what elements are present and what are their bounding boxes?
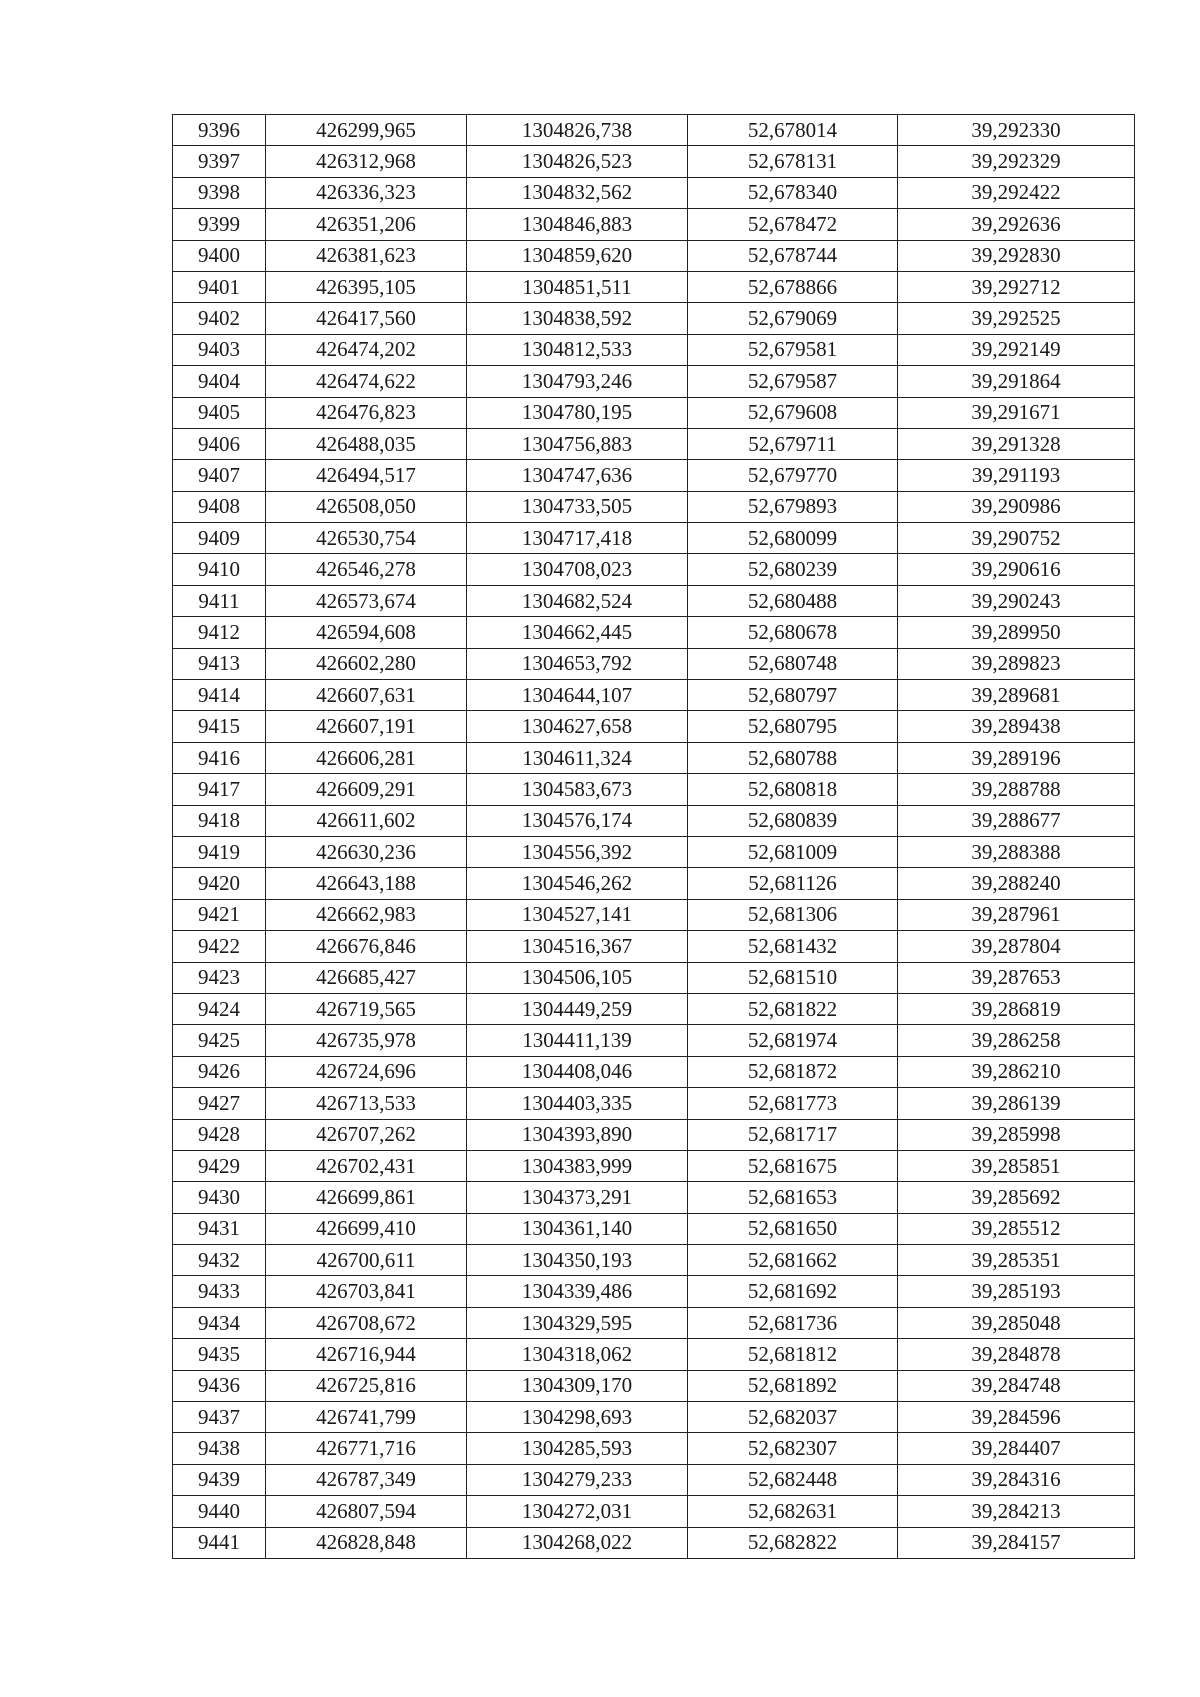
point-number-cell: 9421: [173, 899, 266, 930]
table-row: [173, 1213, 1135, 1244]
latitude-cell: 52,680678: [688, 617, 898, 648]
y-coordinate-cell: 1304653,792: [467, 648, 688, 679]
latitude-cell: 52,681822: [688, 993, 898, 1024]
table-row: [173, 1402, 1135, 1433]
y-coordinate-cell: 1304682,524: [467, 585, 688, 616]
y-coordinate-cell: 1304309,170: [467, 1370, 688, 1401]
x-coordinate-cell: 426336,323: [266, 177, 467, 208]
table-row: [173, 805, 1135, 836]
x-coordinate-cell: 426573,674: [266, 585, 467, 616]
point-number-cell: 9440: [173, 1496, 266, 1527]
longitude-cell: 39,290986: [898, 491, 1135, 522]
latitude-cell: 52,679608: [688, 397, 898, 428]
x-coordinate-cell: 426476,823: [266, 397, 467, 428]
table-row: [173, 209, 1135, 240]
latitude-cell: 52,681510: [688, 962, 898, 993]
latitude-cell: 52,680099: [688, 523, 898, 554]
point-number-cell: 9424: [173, 993, 266, 1024]
x-coordinate-cell: 426607,631: [266, 680, 467, 711]
latitude-cell: 52,678340: [688, 177, 898, 208]
longitude-cell: 39,290616: [898, 554, 1135, 585]
longitude-cell: 39,285351: [898, 1245, 1135, 1276]
x-coordinate-cell: 426606,281: [266, 742, 467, 773]
longitude-cell: 39,292149: [898, 334, 1135, 365]
point-number-cell: 9407: [173, 460, 266, 491]
longitude-cell: 39,292422: [898, 177, 1135, 208]
y-coordinate-cell: 1304851,511: [467, 271, 688, 302]
latitude-cell: 52,681650: [688, 1213, 898, 1244]
point-number-cell: 9413: [173, 648, 266, 679]
x-coordinate-cell: 426299,965: [266, 115, 467, 146]
table-row: [173, 742, 1135, 773]
table-row: [173, 523, 1135, 554]
table-row: [173, 146, 1135, 177]
x-coordinate-cell: 426611,602: [266, 805, 467, 836]
point-number-cell: 9432: [173, 1245, 266, 1276]
longitude-cell: 39,284596: [898, 1402, 1135, 1433]
y-coordinate-cell: 1304717,418: [467, 523, 688, 554]
x-coordinate-cell: 426699,410: [266, 1213, 467, 1244]
y-coordinate-cell: 1304383,999: [467, 1150, 688, 1181]
latitude-cell: 52,682037: [688, 1402, 898, 1433]
y-coordinate-cell: 1304285,593: [467, 1433, 688, 1464]
table-row: [173, 1182, 1135, 1213]
x-coordinate-cell: 426602,280: [266, 648, 467, 679]
table-row: [173, 366, 1135, 397]
y-coordinate-cell: 1304576,174: [467, 805, 688, 836]
latitude-cell: 52,682448: [688, 1464, 898, 1495]
longitude-cell: 39,285048: [898, 1307, 1135, 1338]
table-row: [173, 303, 1135, 334]
point-number-cell: 9415: [173, 711, 266, 742]
table-row: [173, 711, 1135, 742]
x-coordinate-cell: 426395,105: [266, 271, 467, 302]
y-coordinate-cell: 1304373,291: [467, 1182, 688, 1213]
x-coordinate-cell: 426474,622: [266, 366, 467, 397]
x-coordinate-cell: 426351,206: [266, 209, 467, 240]
y-coordinate-cell: 1304644,107: [467, 680, 688, 711]
x-coordinate-cell: 426594,608: [266, 617, 467, 648]
y-coordinate-cell: 1304361,140: [467, 1213, 688, 1244]
point-number-cell: 9401: [173, 271, 266, 302]
table-row: [173, 680, 1135, 711]
x-coordinate-cell: 426607,191: [266, 711, 467, 742]
x-coordinate-cell: 426609,291: [266, 774, 467, 805]
table-row: [173, 460, 1135, 491]
table-row: [173, 774, 1135, 805]
x-coordinate-cell: 426488,035: [266, 428, 467, 459]
table-row: [173, 1464, 1135, 1495]
x-coordinate-cell: 426312,968: [266, 146, 467, 177]
latitude-cell: 52,680788: [688, 742, 898, 773]
point-number-cell: 9419: [173, 836, 266, 867]
latitude-cell: 52,678131: [688, 146, 898, 177]
y-coordinate-cell: 1304733,505: [467, 491, 688, 522]
longitude-cell: 39,289196: [898, 742, 1135, 773]
longitude-cell: 39,292329: [898, 146, 1135, 177]
latitude-cell: 52,678866: [688, 271, 898, 302]
longitude-cell: 39,285193: [898, 1276, 1135, 1307]
table-row: [173, 1433, 1135, 1464]
point-number-cell: 9435: [173, 1339, 266, 1370]
point-number-cell: 9437: [173, 1402, 266, 1433]
x-coordinate-cell: 426725,816: [266, 1370, 467, 1401]
y-coordinate-cell: 1304329,595: [467, 1307, 688, 1338]
x-coordinate-cell: 426699,861: [266, 1182, 467, 1213]
table-row: [173, 868, 1135, 899]
table-row: [173, 1339, 1135, 1370]
table-row: [173, 334, 1135, 365]
table-row: [173, 931, 1135, 962]
x-coordinate-cell: 426700,611: [266, 1245, 467, 1276]
longitude-cell: 39,291864: [898, 366, 1135, 397]
latitude-cell: 52,679587: [688, 366, 898, 397]
table-row: [173, 1025, 1135, 1056]
longitude-cell: 39,284316: [898, 1464, 1135, 1495]
table-row: [173, 240, 1135, 271]
point-number-cell: 9398: [173, 177, 266, 208]
point-number-cell: 9414: [173, 680, 266, 711]
table-row: [173, 491, 1135, 522]
x-coordinate-cell: 426685,427: [266, 962, 467, 993]
longitude-cell: 39,288677: [898, 805, 1135, 836]
latitude-cell: 52,680748: [688, 648, 898, 679]
longitude-cell: 39,286210: [898, 1056, 1135, 1087]
latitude-cell: 52,681892: [688, 1370, 898, 1401]
x-coordinate-cell: 426630,236: [266, 836, 467, 867]
latitude-cell: 52,681773: [688, 1088, 898, 1119]
y-coordinate-cell: 1304408,046: [467, 1056, 688, 1087]
table-row: [173, 554, 1135, 585]
point-number-cell: 9397: [173, 146, 266, 177]
x-coordinate-cell: 426474,202: [266, 334, 467, 365]
point-number-cell: 9436: [173, 1370, 266, 1401]
longitude-cell: 39,288240: [898, 868, 1135, 899]
longitude-cell: 39,288388: [898, 836, 1135, 867]
latitude-cell: 52,680488: [688, 585, 898, 616]
point-number-cell: 9420: [173, 868, 266, 899]
y-coordinate-cell: 1304403,335: [467, 1088, 688, 1119]
y-coordinate-cell: 1304826,523: [467, 146, 688, 177]
x-coordinate-cell: 426381,623: [266, 240, 467, 271]
longitude-cell: 39,291328: [898, 428, 1135, 459]
point-number-cell: 9409: [173, 523, 266, 554]
latitude-cell: 52,681009: [688, 836, 898, 867]
point-number-cell: 9422: [173, 931, 266, 962]
table-row: [173, 1056, 1135, 1087]
latitude-cell: 52,681675: [688, 1150, 898, 1181]
longitude-cell: 39,284213: [898, 1496, 1135, 1527]
x-coordinate-cell: 426417,560: [266, 303, 467, 334]
point-number-cell: 9405: [173, 397, 266, 428]
y-coordinate-cell: 1304449,259: [467, 993, 688, 1024]
longitude-cell: 39,285512: [898, 1213, 1135, 1244]
latitude-cell: 52,680795: [688, 711, 898, 742]
y-coordinate-cell: 1304268,022: [467, 1527, 688, 1558]
longitude-cell: 39,292330: [898, 115, 1135, 146]
coordinates-table-body: [173, 115, 1135, 1559]
latitude-cell: 52,681432: [688, 931, 898, 962]
point-number-cell: 9396: [173, 115, 266, 146]
point-number-cell: 9400: [173, 240, 266, 271]
latitude-cell: 52,681306: [688, 899, 898, 930]
point-number-cell: 9417: [173, 774, 266, 805]
x-coordinate-cell: 426735,978: [266, 1025, 467, 1056]
longitude-cell: 39,290243: [898, 585, 1135, 616]
table-row: [173, 962, 1135, 993]
table-row: [173, 271, 1135, 302]
y-coordinate-cell: 1304793,246: [467, 366, 688, 397]
table-row: [173, 397, 1135, 428]
latitude-cell: 52,682822: [688, 1527, 898, 1558]
table-row: [173, 1150, 1135, 1181]
latitude-cell: 52,681692: [688, 1276, 898, 1307]
point-number-cell: 9433: [173, 1276, 266, 1307]
latitude-cell: 52,681653: [688, 1182, 898, 1213]
x-coordinate-cell: 426494,517: [266, 460, 467, 491]
x-coordinate-cell: 426719,565: [266, 993, 467, 1024]
point-number-cell: 9429: [173, 1150, 266, 1181]
x-coordinate-cell: 426741,799: [266, 1402, 467, 1433]
point-number-cell: 9406: [173, 428, 266, 459]
x-coordinate-cell: 426643,188: [266, 868, 467, 899]
table-row: [173, 1527, 1135, 1558]
table-row: [173, 177, 1135, 208]
point-number-cell: 9425: [173, 1025, 266, 1056]
y-coordinate-cell: 1304832,562: [467, 177, 688, 208]
coordinates-table: [172, 114, 1135, 1559]
table-row: [173, 428, 1135, 459]
y-coordinate-cell: 1304556,392: [467, 836, 688, 867]
y-coordinate-cell: 1304546,262: [467, 868, 688, 899]
latitude-cell: 52,679711: [688, 428, 898, 459]
longitude-cell: 39,292712: [898, 271, 1135, 302]
y-coordinate-cell: 1304859,620: [467, 240, 688, 271]
x-coordinate-cell: 426713,533: [266, 1088, 467, 1119]
point-number-cell: 9439: [173, 1464, 266, 1495]
y-coordinate-cell: 1304662,445: [467, 617, 688, 648]
longitude-cell: 39,284878: [898, 1339, 1135, 1370]
y-coordinate-cell: 1304527,141: [467, 899, 688, 930]
longitude-cell: 39,289950: [898, 617, 1135, 648]
y-coordinate-cell: 1304756,883: [467, 428, 688, 459]
longitude-cell: 39,289681: [898, 680, 1135, 711]
longitude-cell: 39,286819: [898, 993, 1135, 1024]
latitude-cell: 52,678744: [688, 240, 898, 271]
table-row: [173, 1276, 1135, 1307]
longitude-cell: 39,287961: [898, 899, 1135, 930]
latitude-cell: 52,679893: [688, 491, 898, 522]
point-number-cell: 9404: [173, 366, 266, 397]
longitude-cell: 39,292525: [898, 303, 1135, 334]
y-coordinate-cell: 1304506,105: [467, 962, 688, 993]
latitude-cell: 52,681974: [688, 1025, 898, 1056]
latitude-cell: 52,681717: [688, 1119, 898, 1150]
y-coordinate-cell: 1304812,533: [467, 334, 688, 365]
longitude-cell: 39,286139: [898, 1088, 1135, 1119]
table-row: [173, 617, 1135, 648]
latitude-cell: 52,680239: [688, 554, 898, 585]
y-coordinate-cell: 1304350,193: [467, 1245, 688, 1276]
point-number-cell: 9430: [173, 1182, 266, 1213]
point-number-cell: 9441: [173, 1527, 266, 1558]
point-number-cell: 9434: [173, 1307, 266, 1338]
x-coordinate-cell: 426546,278: [266, 554, 467, 585]
y-coordinate-cell: 1304583,673: [467, 774, 688, 805]
longitude-cell: 39,291193: [898, 460, 1135, 491]
longitude-cell: 39,290752: [898, 523, 1135, 554]
y-coordinate-cell: 1304838,592: [467, 303, 688, 334]
latitude-cell: 52,681662: [688, 1245, 898, 1276]
y-coordinate-cell: 1304611,324: [467, 742, 688, 773]
y-coordinate-cell: 1304708,023: [467, 554, 688, 585]
latitude-cell: 52,681126: [688, 868, 898, 899]
longitude-cell: 39,286258: [898, 1025, 1135, 1056]
latitude-cell: 52,678014: [688, 115, 898, 146]
longitude-cell: 39,292830: [898, 240, 1135, 271]
latitude-cell: 52,682631: [688, 1496, 898, 1527]
latitude-cell: 52,679770: [688, 460, 898, 491]
longitude-cell: 39,284407: [898, 1433, 1135, 1464]
y-coordinate-cell: 1304627,658: [467, 711, 688, 742]
table-row: [173, 899, 1135, 930]
longitude-cell: 39,289438: [898, 711, 1135, 742]
table-row: [173, 585, 1135, 616]
x-coordinate-cell: 426530,754: [266, 523, 467, 554]
x-coordinate-cell: 426662,983: [266, 899, 467, 930]
x-coordinate-cell: 426807,594: [266, 1496, 467, 1527]
table-row: [173, 993, 1135, 1024]
point-number-cell: 9428: [173, 1119, 266, 1150]
table-row: [173, 648, 1135, 679]
y-coordinate-cell: 1304780,195: [467, 397, 688, 428]
y-coordinate-cell: 1304339,486: [467, 1276, 688, 1307]
x-coordinate-cell: 426508,050: [266, 491, 467, 522]
y-coordinate-cell: 1304516,367: [467, 931, 688, 962]
latitude-cell: 52,679581: [688, 334, 898, 365]
point-number-cell: 9411: [173, 585, 266, 616]
longitude-cell: 39,288788: [898, 774, 1135, 805]
longitude-cell: 39,292636: [898, 209, 1135, 240]
point-number-cell: 9416: [173, 742, 266, 773]
x-coordinate-cell: 426787,349: [266, 1464, 467, 1495]
point-number-cell: 9427: [173, 1088, 266, 1119]
table-row: [173, 115, 1135, 146]
latitude-cell: 52,680839: [688, 805, 898, 836]
y-coordinate-cell: 1304318,062: [467, 1339, 688, 1370]
longitude-cell: 39,285692: [898, 1182, 1135, 1213]
x-coordinate-cell: 426702,431: [266, 1150, 467, 1181]
point-number-cell: 9426: [173, 1056, 266, 1087]
point-number-cell: 9402: [173, 303, 266, 334]
latitude-cell: 52,680818: [688, 774, 898, 805]
longitude-cell: 39,285851: [898, 1150, 1135, 1181]
latitude-cell: 52,681736: [688, 1307, 898, 1338]
y-coordinate-cell: 1304826,738: [467, 115, 688, 146]
point-number-cell: 9412: [173, 617, 266, 648]
longitude-cell: 39,287653: [898, 962, 1135, 993]
longitude-cell: 39,284748: [898, 1370, 1135, 1401]
x-coordinate-cell: 426676,846: [266, 931, 467, 962]
y-coordinate-cell: 1304846,883: [467, 209, 688, 240]
x-coordinate-cell: 426716,944: [266, 1339, 467, 1370]
y-coordinate-cell: 1304272,031: [467, 1496, 688, 1527]
latitude-cell: 52,678472: [688, 209, 898, 240]
x-coordinate-cell: 426707,262: [266, 1119, 467, 1150]
longitude-cell: 39,285998: [898, 1119, 1135, 1150]
longitude-cell: 39,291671: [898, 397, 1135, 428]
latitude-cell: 52,680797: [688, 680, 898, 711]
table-row: [173, 1088, 1135, 1119]
longitude-cell: 39,284157: [898, 1527, 1135, 1558]
x-coordinate-cell: 426828,848: [266, 1527, 467, 1558]
point-number-cell: 9431: [173, 1213, 266, 1244]
latitude-cell: 52,681872: [688, 1056, 898, 1087]
x-coordinate-cell: 426771,716: [266, 1433, 467, 1464]
point-number-cell: 9399: [173, 209, 266, 240]
point-number-cell: 9418: [173, 805, 266, 836]
x-coordinate-cell: 426708,672: [266, 1307, 467, 1338]
point-number-cell: 9408: [173, 491, 266, 522]
table-row: [173, 1496, 1135, 1527]
latitude-cell: 52,682307: [688, 1433, 898, 1464]
table-row: [173, 836, 1135, 867]
y-coordinate-cell: 1304747,636: [467, 460, 688, 491]
x-coordinate-cell: 426724,696: [266, 1056, 467, 1087]
y-coordinate-cell: 1304411,139: [467, 1025, 688, 1056]
point-number-cell: 9410: [173, 554, 266, 585]
table-row: [173, 1245, 1135, 1276]
y-coordinate-cell: 1304279,233: [467, 1464, 688, 1495]
latitude-cell: 52,679069: [688, 303, 898, 334]
table-row: [173, 1119, 1135, 1150]
longitude-cell: 39,289823: [898, 648, 1135, 679]
point-number-cell: 9403: [173, 334, 266, 365]
point-number-cell: 9438: [173, 1433, 266, 1464]
point-number-cell: 9423: [173, 962, 266, 993]
y-coordinate-cell: 1304393,890: [467, 1119, 688, 1150]
y-coordinate-cell: 1304298,693: [467, 1402, 688, 1433]
latitude-cell: 52,681812: [688, 1339, 898, 1370]
longitude-cell: 39,287804: [898, 931, 1135, 962]
table-row: [173, 1370, 1135, 1401]
table-row: [173, 1307, 1135, 1338]
x-coordinate-cell: 426703,841: [266, 1276, 467, 1307]
